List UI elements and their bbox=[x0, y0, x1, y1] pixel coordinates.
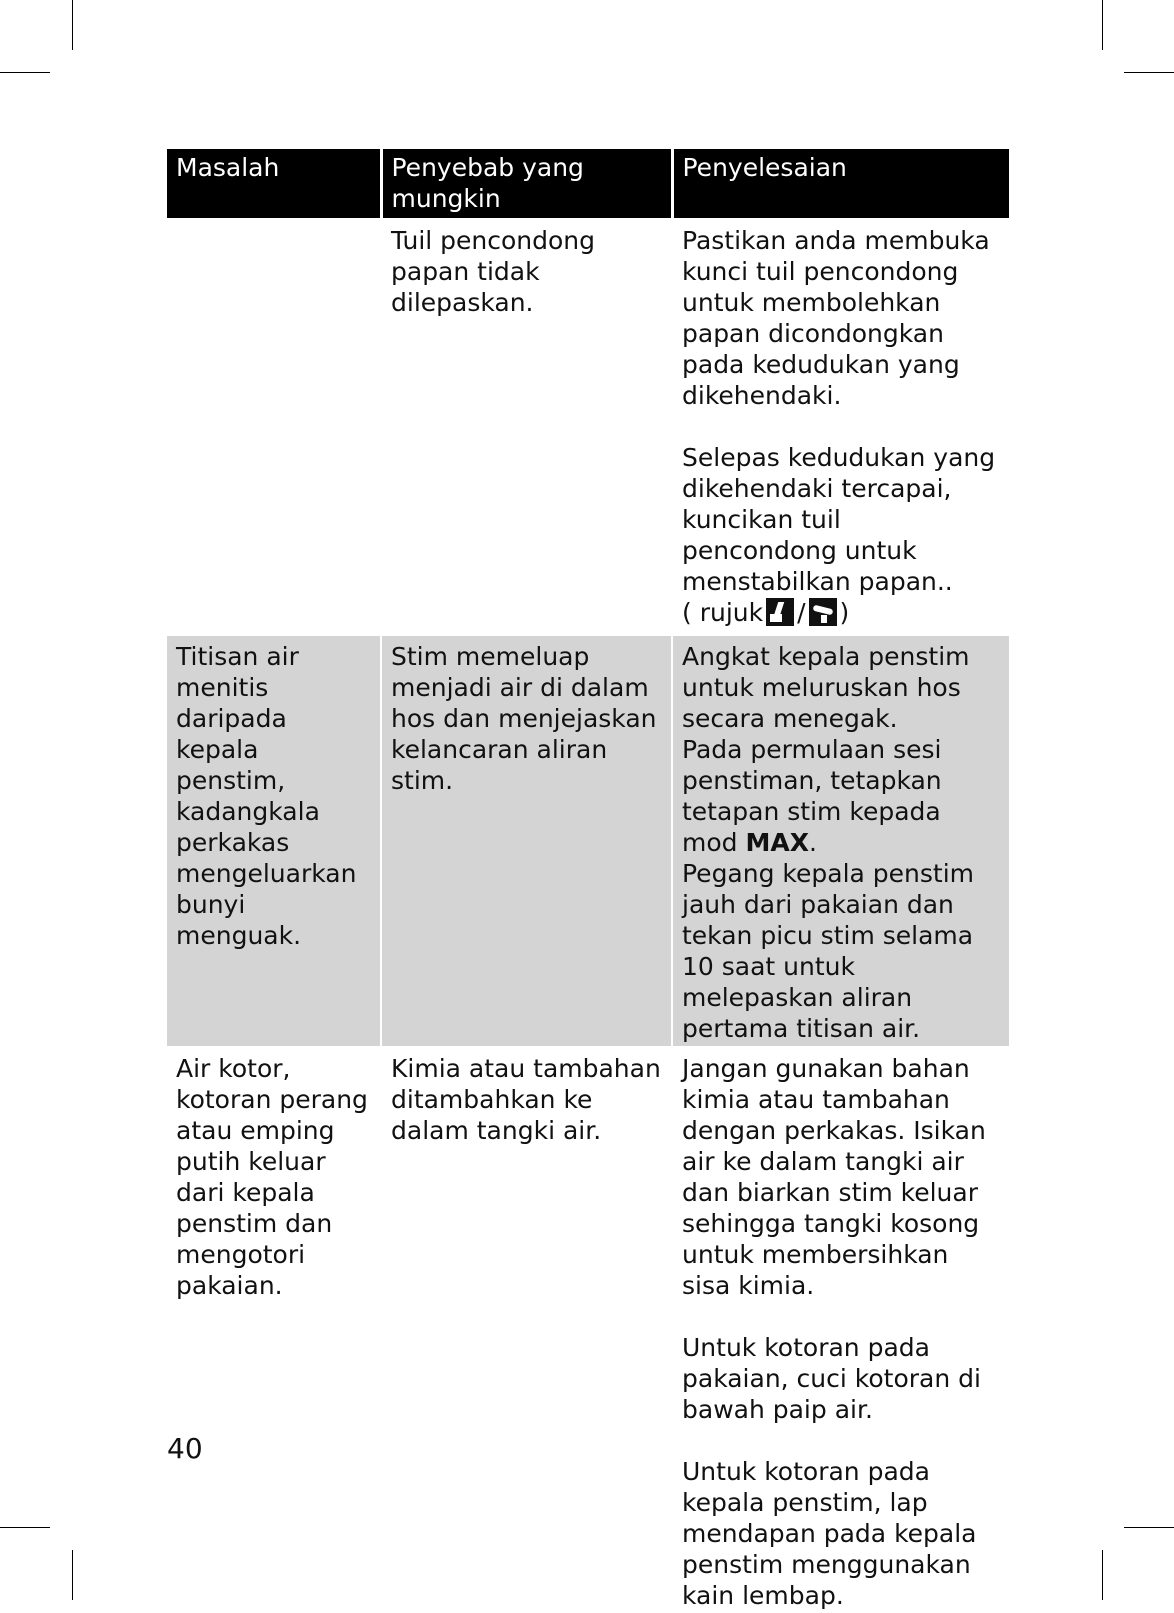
crop-mark bbox=[72, 0, 73, 50]
cause-cell: Tuil pencondong papan tidak dilepaskan. bbox=[381, 219, 672, 635]
solution-cell bbox=[672, 1047, 1009, 1613]
table-row bbox=[167, 635, 1009, 1047]
problem-cell: Air kotor, kotoran perang atau emping putih keluar dari kepala penstim dan mengotori pakaian. bbox=[167, 1047, 381, 1613]
max-mode-label: MAX bbox=[745, 828, 809, 857]
table-row bbox=[167, 219, 1009, 635]
solution-paragraph bbox=[682, 734, 1003, 858]
refer-slash-text: / bbox=[797, 598, 806, 627]
solution-paragraph: Untuk kotoran pada kepala penstim, lap mendapan pada kepala penstim menggunakan kain lembap. bbox=[682, 1457, 977, 1610]
crop-mark bbox=[1124, 72, 1174, 73]
refer-line bbox=[682, 597, 1003, 628]
page-number: 40 bbox=[167, 1432, 203, 1465]
troubleshooting-table bbox=[167, 149, 1009, 1613]
header-solution: Penyelesaian bbox=[672, 149, 1009, 219]
iron-on-board-icon bbox=[766, 598, 794, 626]
crop-mark bbox=[0, 72, 50, 73]
crop-mark bbox=[1124, 1527, 1174, 1528]
solution-cell bbox=[672, 219, 1009, 635]
solution-paragraph: Pastikan anda membuka kunci tuil pencondong untuk membolehkan papan dicondongkan pada kedudukan yang dikehendaki. bbox=[682, 226, 990, 410]
solution-paragraph: Pegang kepala penstim jauh dari pakaian dan tekan picu stim selama 10 saat untuk melepaskan aliran pertama titisan air. bbox=[682, 859, 975, 1043]
cause-cell: Stim memeluap menjadi air di dalam hos dan menjejaskan kelancaran aliran stim. bbox=[381, 635, 672, 1047]
cause-cell: Kimia atau tambahan ditambahkan ke dalam tangki air. bbox=[381, 1047, 672, 1613]
solution-text: Pada permulaan sesi penstiman, tetapkan tetapan stim kepada mod bbox=[682, 735, 942, 857]
table-header-row bbox=[167, 149, 1009, 219]
refer-open-text: ( rujuk bbox=[682, 598, 764, 627]
crop-mark bbox=[1102, 0, 1103, 50]
tilted-board-icon bbox=[809, 598, 837, 626]
solution-text: . bbox=[809, 828, 817, 857]
header-cause: Penyebab yang mungkin bbox=[381, 149, 672, 219]
refer-close-text: ) bbox=[839, 598, 850, 627]
crop-mark bbox=[1102, 1550, 1103, 1600]
table-row bbox=[167, 1047, 1009, 1613]
header-problem: Masalah bbox=[167, 149, 381, 219]
solution-paragraph: Untuk kotoran pada pakaian, cuci kotoran di bawah paip air. bbox=[682, 1333, 981, 1424]
solution-cell bbox=[672, 635, 1009, 1047]
problem-cell bbox=[167, 219, 381, 635]
solution-paragraph: Jangan gunakan bahan kimia atau tambahan dengan perkakas. Isikan air ke dalam tangki air dan biarkan stim keluar sehingga tangki kosong untuk membersihkan sisa kimia. bbox=[682, 1054, 986, 1300]
crop-mark bbox=[72, 1550, 73, 1600]
problem-cell: Titisan air menitis daripada kepala penstim, kadangkala perkakas mengeluarkan bunyi menguak. bbox=[167, 635, 381, 1047]
solution-paragraph: Selepas kedudukan yang dikehendaki tercapai, kuncikan tuil pencondong untuk menstabilkan papan.. bbox=[682, 443, 996, 596]
solution-paragraph: Angkat kepala penstim untuk meluruskan hos secara menegak. bbox=[682, 642, 970, 733]
crop-mark bbox=[0, 1527, 50, 1528]
